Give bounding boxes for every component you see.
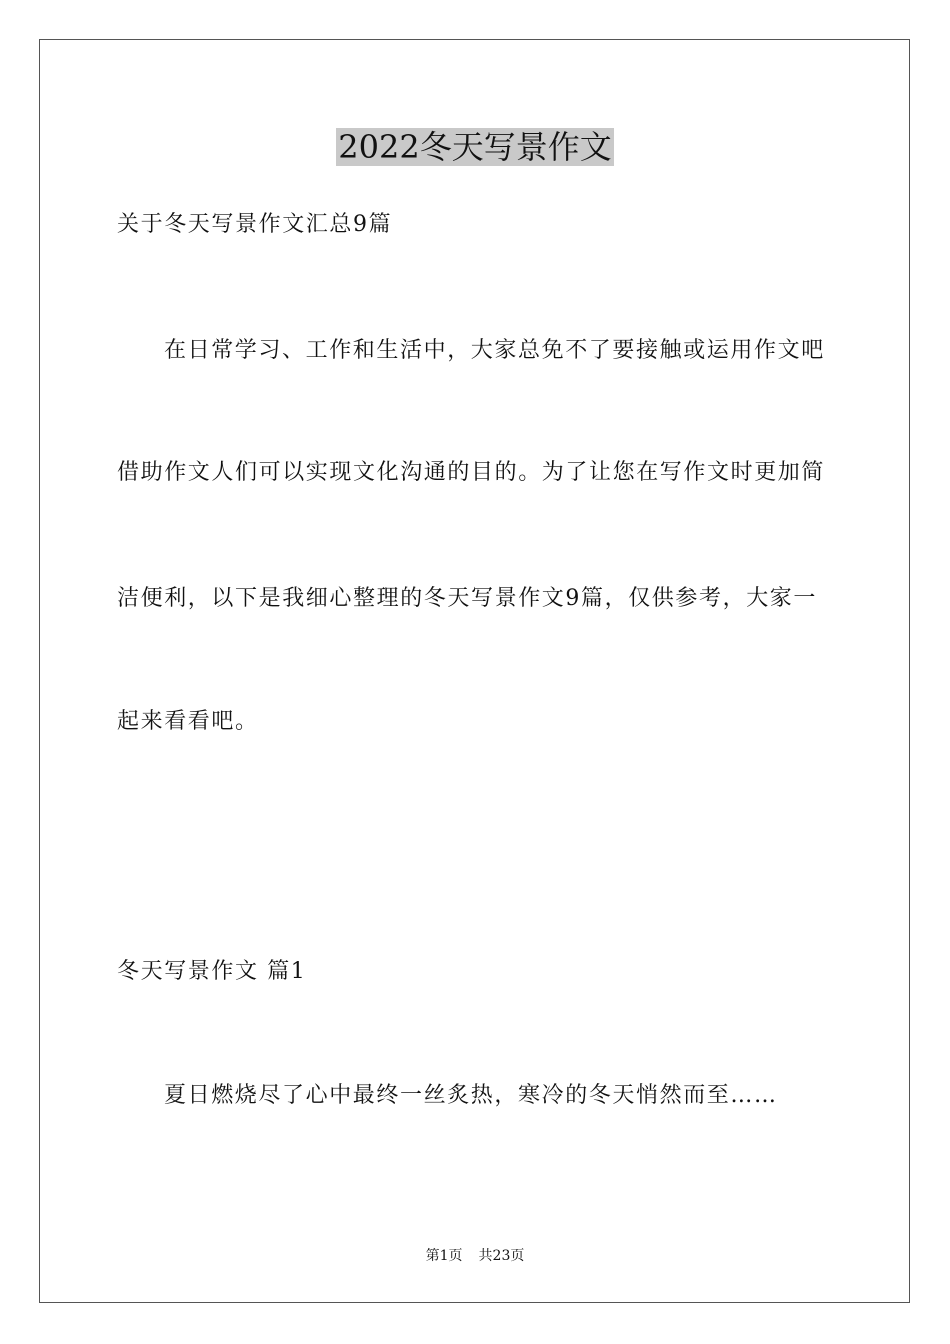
document-title: 2022冬天写景作文	[338, 128, 612, 166]
page-number: 第1页	[425, 1248, 463, 1264]
section-paragraph-line-1: 夏日燃烧尽了心中最终一丝炙热，寒冷的冬天悄然而至……	[164, 1083, 778, 1108]
intro-line-1: 在日常学习、工作和生活中，大家总免不了要接触或运用作文吧	[164, 338, 825, 363]
page-footer	[0, 1246, 950, 1266]
document-title-block	[0, 124, 950, 170]
intro-line-4: 起来看看吧。	[117, 709, 259, 734]
intro-line-2: 借助作文人们可以实现文化沟通的目的。为了让您在写作文时更加简	[117, 460, 826, 485]
section-heading: 冬天写景作文 篇1	[117, 959, 307, 984]
page-total: 共23页	[478, 1248, 525, 1264]
document-subtitle: 关于冬天写景作文汇总9篇	[117, 212, 393, 237]
intro-line-3: 洁便利，以下是我细心整理的冬天写景作文9篇，仅供参考，大家一	[117, 586, 817, 611]
